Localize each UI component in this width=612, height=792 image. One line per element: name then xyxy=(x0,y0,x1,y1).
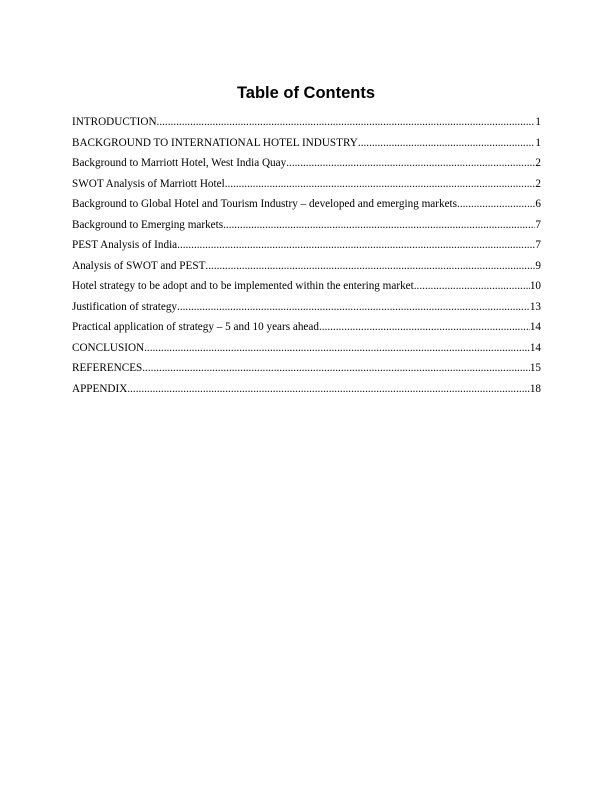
toc-entry-page: 6 xyxy=(535,198,541,210)
toc-entry[interactable] xyxy=(72,383,541,404)
toc-leader-dots xyxy=(223,219,535,231)
toc-entry-text: Practical application of strategy – 5 and 10 years ahead xyxy=(72,321,319,333)
toc-entry-text: INTRODUCTION xyxy=(72,116,157,128)
toc-entry-text: REFERENCES xyxy=(72,362,143,374)
toc-entry[interactable] xyxy=(72,178,541,199)
toc-leader-dots xyxy=(225,178,536,190)
toc-entry-page: 18 xyxy=(529,382,541,395)
toc-entry-text: Background to Global Hotel and Tourism Industry – developed and emerging markets xyxy=(72,198,458,210)
toc-leader-dots xyxy=(177,239,535,251)
toc-entry-page: 2 xyxy=(535,157,541,169)
toc-entry-text: BACKGROUND TO INTERNATIONAL HOTEL INDUSTRY xyxy=(72,136,358,149)
toc-entry-page: 13 xyxy=(529,300,541,313)
toc-entry-page: 15 xyxy=(529,362,541,374)
toc-entry-page: 14 xyxy=(529,321,541,333)
toc-leader-dots xyxy=(358,137,536,149)
toc-entry-text: Background to Marriott Hotel, West India Quay xyxy=(72,157,287,169)
toc-entry[interactable] xyxy=(72,321,541,342)
toc-leader-dots xyxy=(414,280,530,292)
toc-entry-text: Hotel strategy to be adopt and to be implemented within the entering market xyxy=(72,280,414,292)
toc-entry-page: 10 xyxy=(529,280,541,292)
toc-entry-page: 7 xyxy=(535,239,541,251)
toc-title: Table of Contents xyxy=(236,84,376,102)
toc-entry[interactable] xyxy=(72,116,541,137)
toc-entry-page: 1 xyxy=(535,116,541,128)
toc-entry[interactable] xyxy=(72,362,541,383)
toc-entry-text: Justification of strategy xyxy=(72,300,178,313)
toc-entry-text: PEST Analysis of India xyxy=(72,239,178,251)
toc-entry-page: 2 xyxy=(535,177,541,190)
toc-leader-dots xyxy=(144,342,530,354)
toc-entry-text: SWOT Analysis of Marriott Hotel xyxy=(72,177,225,190)
toc-entry-text: Background to Emerging markets xyxy=(72,218,224,231)
toc-leader-dots xyxy=(142,362,530,374)
toc-entry[interactable] xyxy=(72,198,541,219)
toc-entry[interactable] xyxy=(72,301,541,322)
toc-entry-text: Analysis of SWOT and PEST xyxy=(72,259,206,272)
toc-leader-dots xyxy=(177,301,530,313)
toc-entry[interactable] xyxy=(72,280,541,301)
toc-leader-dots xyxy=(457,198,535,210)
toc-leader-dots xyxy=(157,116,536,128)
toc-entry[interactable] xyxy=(72,219,541,240)
toc-entry-page: 1 xyxy=(535,136,541,149)
toc-entry[interactable] xyxy=(72,137,541,158)
toc-entry-text: CONCLUSION xyxy=(72,341,145,354)
toc-entry[interactable] xyxy=(72,342,541,363)
toc-list xyxy=(72,116,541,403)
toc-entry[interactable] xyxy=(72,260,541,281)
toc-entry[interactable] xyxy=(72,239,541,260)
toc-entry-page: 9 xyxy=(535,259,541,272)
toc-leader-dots xyxy=(319,321,530,333)
toc-leader-dots xyxy=(286,157,535,169)
toc-entry-text: APPENDIX xyxy=(72,382,128,395)
toc-leader-dots xyxy=(127,383,529,395)
toc-entry-page: 7 xyxy=(535,218,541,231)
toc-leader-dots xyxy=(205,260,535,272)
toc-entry-page: 14 xyxy=(529,341,541,354)
toc-entry[interactable] xyxy=(72,157,541,178)
